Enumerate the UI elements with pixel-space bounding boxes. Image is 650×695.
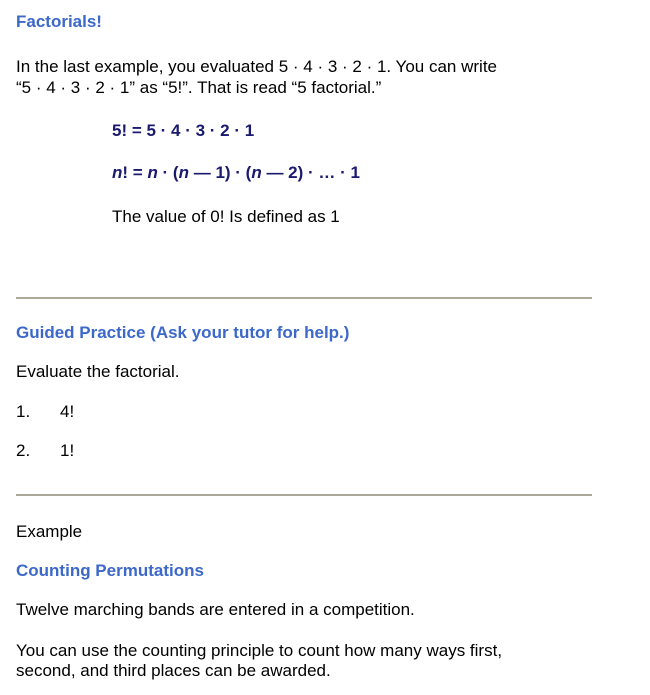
- divider: [16, 494, 592, 496]
- example-paragraph-2-line-2: second, and third places can be awarded.: [16, 661, 331, 680]
- example-paragraph-2-line-1: You can use the counting principle to count how many ways first,: [16, 641, 503, 660]
- zero-factorial-note: The value of 0! Is defined as 1: [112, 207, 340, 226]
- guided-practice-heading: Guided Practice (Ask your tutor for help.): [16, 323, 350, 342]
- practice-item: [16, 440, 74, 461]
- formula-part: · (: [157, 163, 179, 182]
- guided-practice-instruction: Evaluate the factorial.: [16, 362, 180, 381]
- formula-part: — 2) · … · 1: [261, 163, 360, 182]
- practice-item-number: 1.: [16, 402, 31, 421]
- counting-permutations-heading: Counting Permutations: [16, 561, 204, 580]
- practice-item: [16, 401, 74, 422]
- formula-5-factorial: 5! = 5 · 4 · 3 · 2 · 1: [112, 121, 255, 140]
- intro-line-2: “5 · 4 · 3 · 2 · 1” as “5!”. That is read “5 factorial.”: [16, 78, 382, 97]
- example-label: Example: [16, 522, 83, 541]
- example-paragraph-1: Twelve marching bands are entered in a competition.: [16, 600, 415, 619]
- intro-line-1: In the last example, you evaluated 5 · 4 · 3 · 2 · 1. You can write: [16, 57, 497, 76]
- var-n: n: [251, 163, 262, 182]
- var-n: n: [112, 163, 123, 182]
- var-n: n: [178, 163, 189, 182]
- formula-part: ! =: [122, 163, 148, 182]
- practice-item-number: 2.: [16, 441, 31, 460]
- practice-item-value: 1!: [60, 441, 75, 460]
- factorials-heading: Factorials!: [16, 12, 102, 31]
- divider: [16, 297, 592, 299]
- var-n: n: [147, 163, 158, 182]
- practice-item-value: 4!: [60, 402, 75, 421]
- formula-n-factorial: [112, 163, 360, 183]
- formula-part: — 1) · (: [189, 163, 252, 182]
